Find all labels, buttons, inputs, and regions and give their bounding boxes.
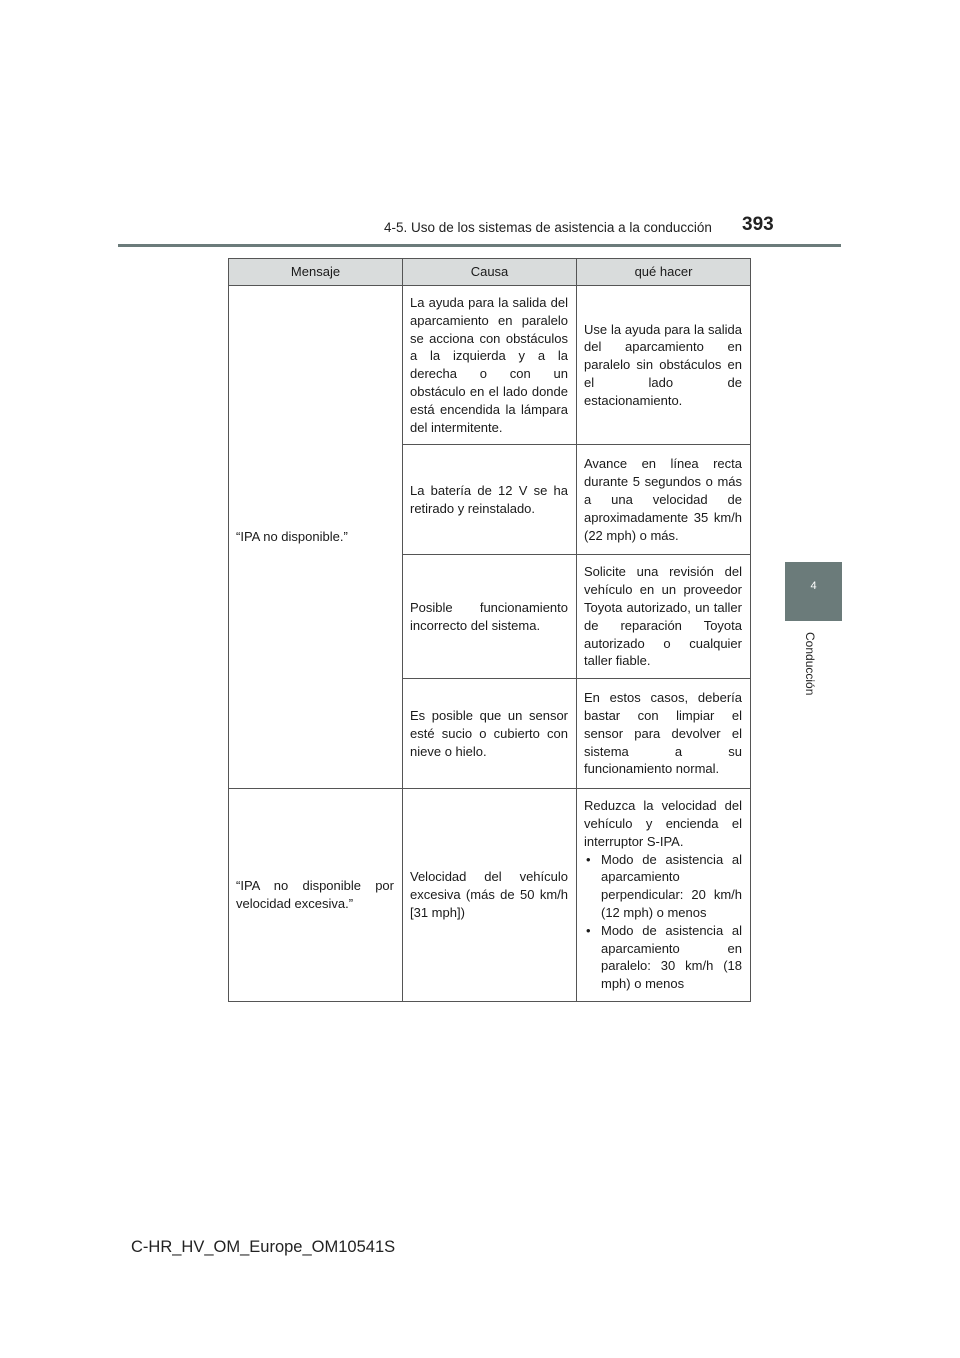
section-title: 4-5. Uso de los sistemas de asistencia a la conducción <box>384 220 712 235</box>
message-cell: “IPA no disponible.” <box>229 286 403 789</box>
header-rule <box>118 244 841 247</box>
message-cell: “IPA no disponible por velocidad excesiva.” <box>229 789 403 1002</box>
cause-cell: Velocidad del vehículo excesiva (más de 50 km/h [31 mph]) <box>403 789 577 1002</box>
page-number: 393 <box>742 214 774 235</box>
message-table <box>228 258 751 1002</box>
table-row <box>229 789 751 1002</box>
action-intro: Reduzca la velocidad del vehículo y encienda el interruptor S-IPA. <box>584 798 742 849</box>
action-cell: En estos casos, debería bastar con limpiar el sensor para devolver el sistema a su funcionamiento normal. <box>577 679 751 789</box>
chapter-number: 4 <box>810 580 817 592</box>
chapter-tab <box>785 562 842 621</box>
cause-cell: La batería de 12 V se ha retirado y reinstalado. <box>403 445 577 555</box>
cause-cell: La ayuda para la salida del aparcamiento en paralelo se acciona con obstáculos a la izquierda y a la derecha o con un obstáculo en el lado donde está encendida la lámpara del intermitente. <box>403 286 577 445</box>
action-bullet-list <box>584 851 742 993</box>
table-header-row <box>229 259 751 286</box>
column-header-action: qué hacer <box>577 259 751 286</box>
column-header-cause: Causa <box>403 259 577 286</box>
cause-cell: Posible funcionamiento incorrecto del sistema. <box>403 555 577 679</box>
action-cell: Use la ayuda para la salida del aparcamiento en paralelo sin obstáculos en el lado de estacionamiento. <box>577 286 751 445</box>
action-cell <box>577 789 751 1002</box>
manual-code: C-HR_HV_OM_Europe_OM10541S <box>131 1238 396 1256</box>
action-cell: Avance en línea recta durante 5 segundos o más a una velocidad de aproximadamente 35 km/h (22 mph) o más. <box>577 445 751 555</box>
table-row <box>229 286 751 445</box>
action-cell: Solicite una revisión del vehículo en un proveedor Toyota autorizado, un taller de reparación Toyota autorizado o cualquier taller fiable. <box>577 555 751 679</box>
list-item: • Modo de asistencia al aparcamiento perpendicular: 20 km/h (12 mph) o menos <box>584 851 742 922</box>
list-item: • Modo de asistencia al aparcamiento en paralelo: 30 km/h (18 mph) o menos <box>584 922 742 993</box>
column-header-message: Mensaje <box>229 259 403 286</box>
chapter-label: Conducción <box>803 632 817 696</box>
cause-cell: Es posible que un sensor esté sucio o cubierto con nieve o hielo. <box>403 679 577 789</box>
